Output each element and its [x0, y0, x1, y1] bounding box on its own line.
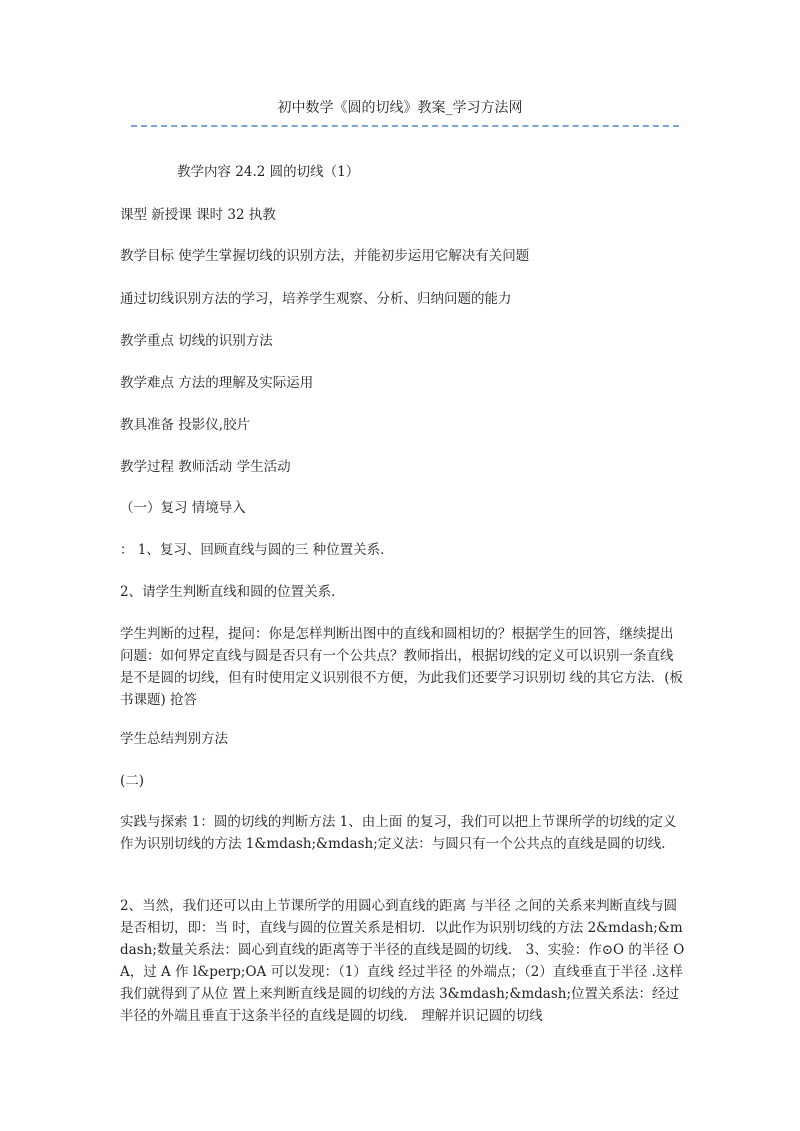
paragraph-teaching-process: 教学过程 教师活动 学生活动 — [120, 459, 291, 475]
paragraph-review: ： 1、复习、回顾直线与圆的三 种位置关系． — [120, 542, 394, 558]
paragraph-teaching-content: 教学内容 24.2 圆的切线（1） — [177, 164, 360, 180]
paragraph-judge-position: 2、请学生判断直线和圆的位置关系． — [120, 584, 345, 600]
paragraph-difficulty: 教学难点 方法的理解及实际运用 — [120, 375, 314, 391]
title-divider — [131, 125, 679, 127]
paragraph-practice-explore: 实践与探索 1：圆的切线的判断方法 1、由上面 的复习，我们可以把上节课所学的切线的定义作为识别切线的方法 1&mdash;&mdash;定义法：与圆只有一个公共点的直线是圆的切线． — [120, 814, 677, 852]
document-title: 初中数学《圆的切线》教案_学习方法网 — [277, 100, 523, 116]
paragraph-ability-goal: 通过切线识别方法的学习，培养学生观察、分析、归纳问题的能力 — [120, 291, 512, 307]
paragraph-key-point: 教学重点 切线的识别方法 — [120, 333, 273, 349]
paragraph-student-summary: 学生总结判别方法 — [120, 731, 228, 747]
paragraph-teaching-aids: 教具准备 投影仪,胶片 — [120, 417, 251, 433]
paragraph-lesson-type: 课型 新授课 课时 32 执教 — [120, 207, 276, 223]
paragraph-section-two-heading: (二) — [120, 773, 145, 789]
paragraph-student-judgement: 学生判断的过程，提问：你是怎样判断出图中的直线和圆相切的？根据学生的回答，继续提出 问题：如何界定直线与圆是否只有一个公共点？教师指出，根据切线的定义可以识别一条直线是不是圆的切线，但有时使用定义识别很不方便，为此我们还要学习识别切 线的其它方法．(板书课题) 抢答 — [120, 626, 684, 708]
paragraph-tangent-methods: 2、当然，我们还可以由上节课所学的用圆心到直线的距离 与半径 之间的关系来判断直线与圆是否相切，即：当 时，直线与圆的位置关系是相切．以此作为识别切线的方法 2&mdash;&mdash;数量关系法：圆心到直线的距离等于半径的直线是圆的切线． 3、实验：作⊙O 的半径 OA，过 A 作 l&perp;OA 可以发现：（1）直线 经过半径 的外端点；（2）直线垂直于半径 .这样我们就得到了从位 置上来判断直线是圆的切线的方法 3&mdash;&mdash;位置关系法：经过半径的外端且垂直于这条半径的直线是圆的切线． 理解并识记圆的切线 — [120, 898, 685, 1024]
paragraph-teaching-goal: 教学目标 使学生掌握切线的识别方法，并能初步运用它解决有关问题 — [120, 248, 530, 264]
paragraph-section-one-heading: （一）复习 情境导入 — [120, 500, 246, 516]
